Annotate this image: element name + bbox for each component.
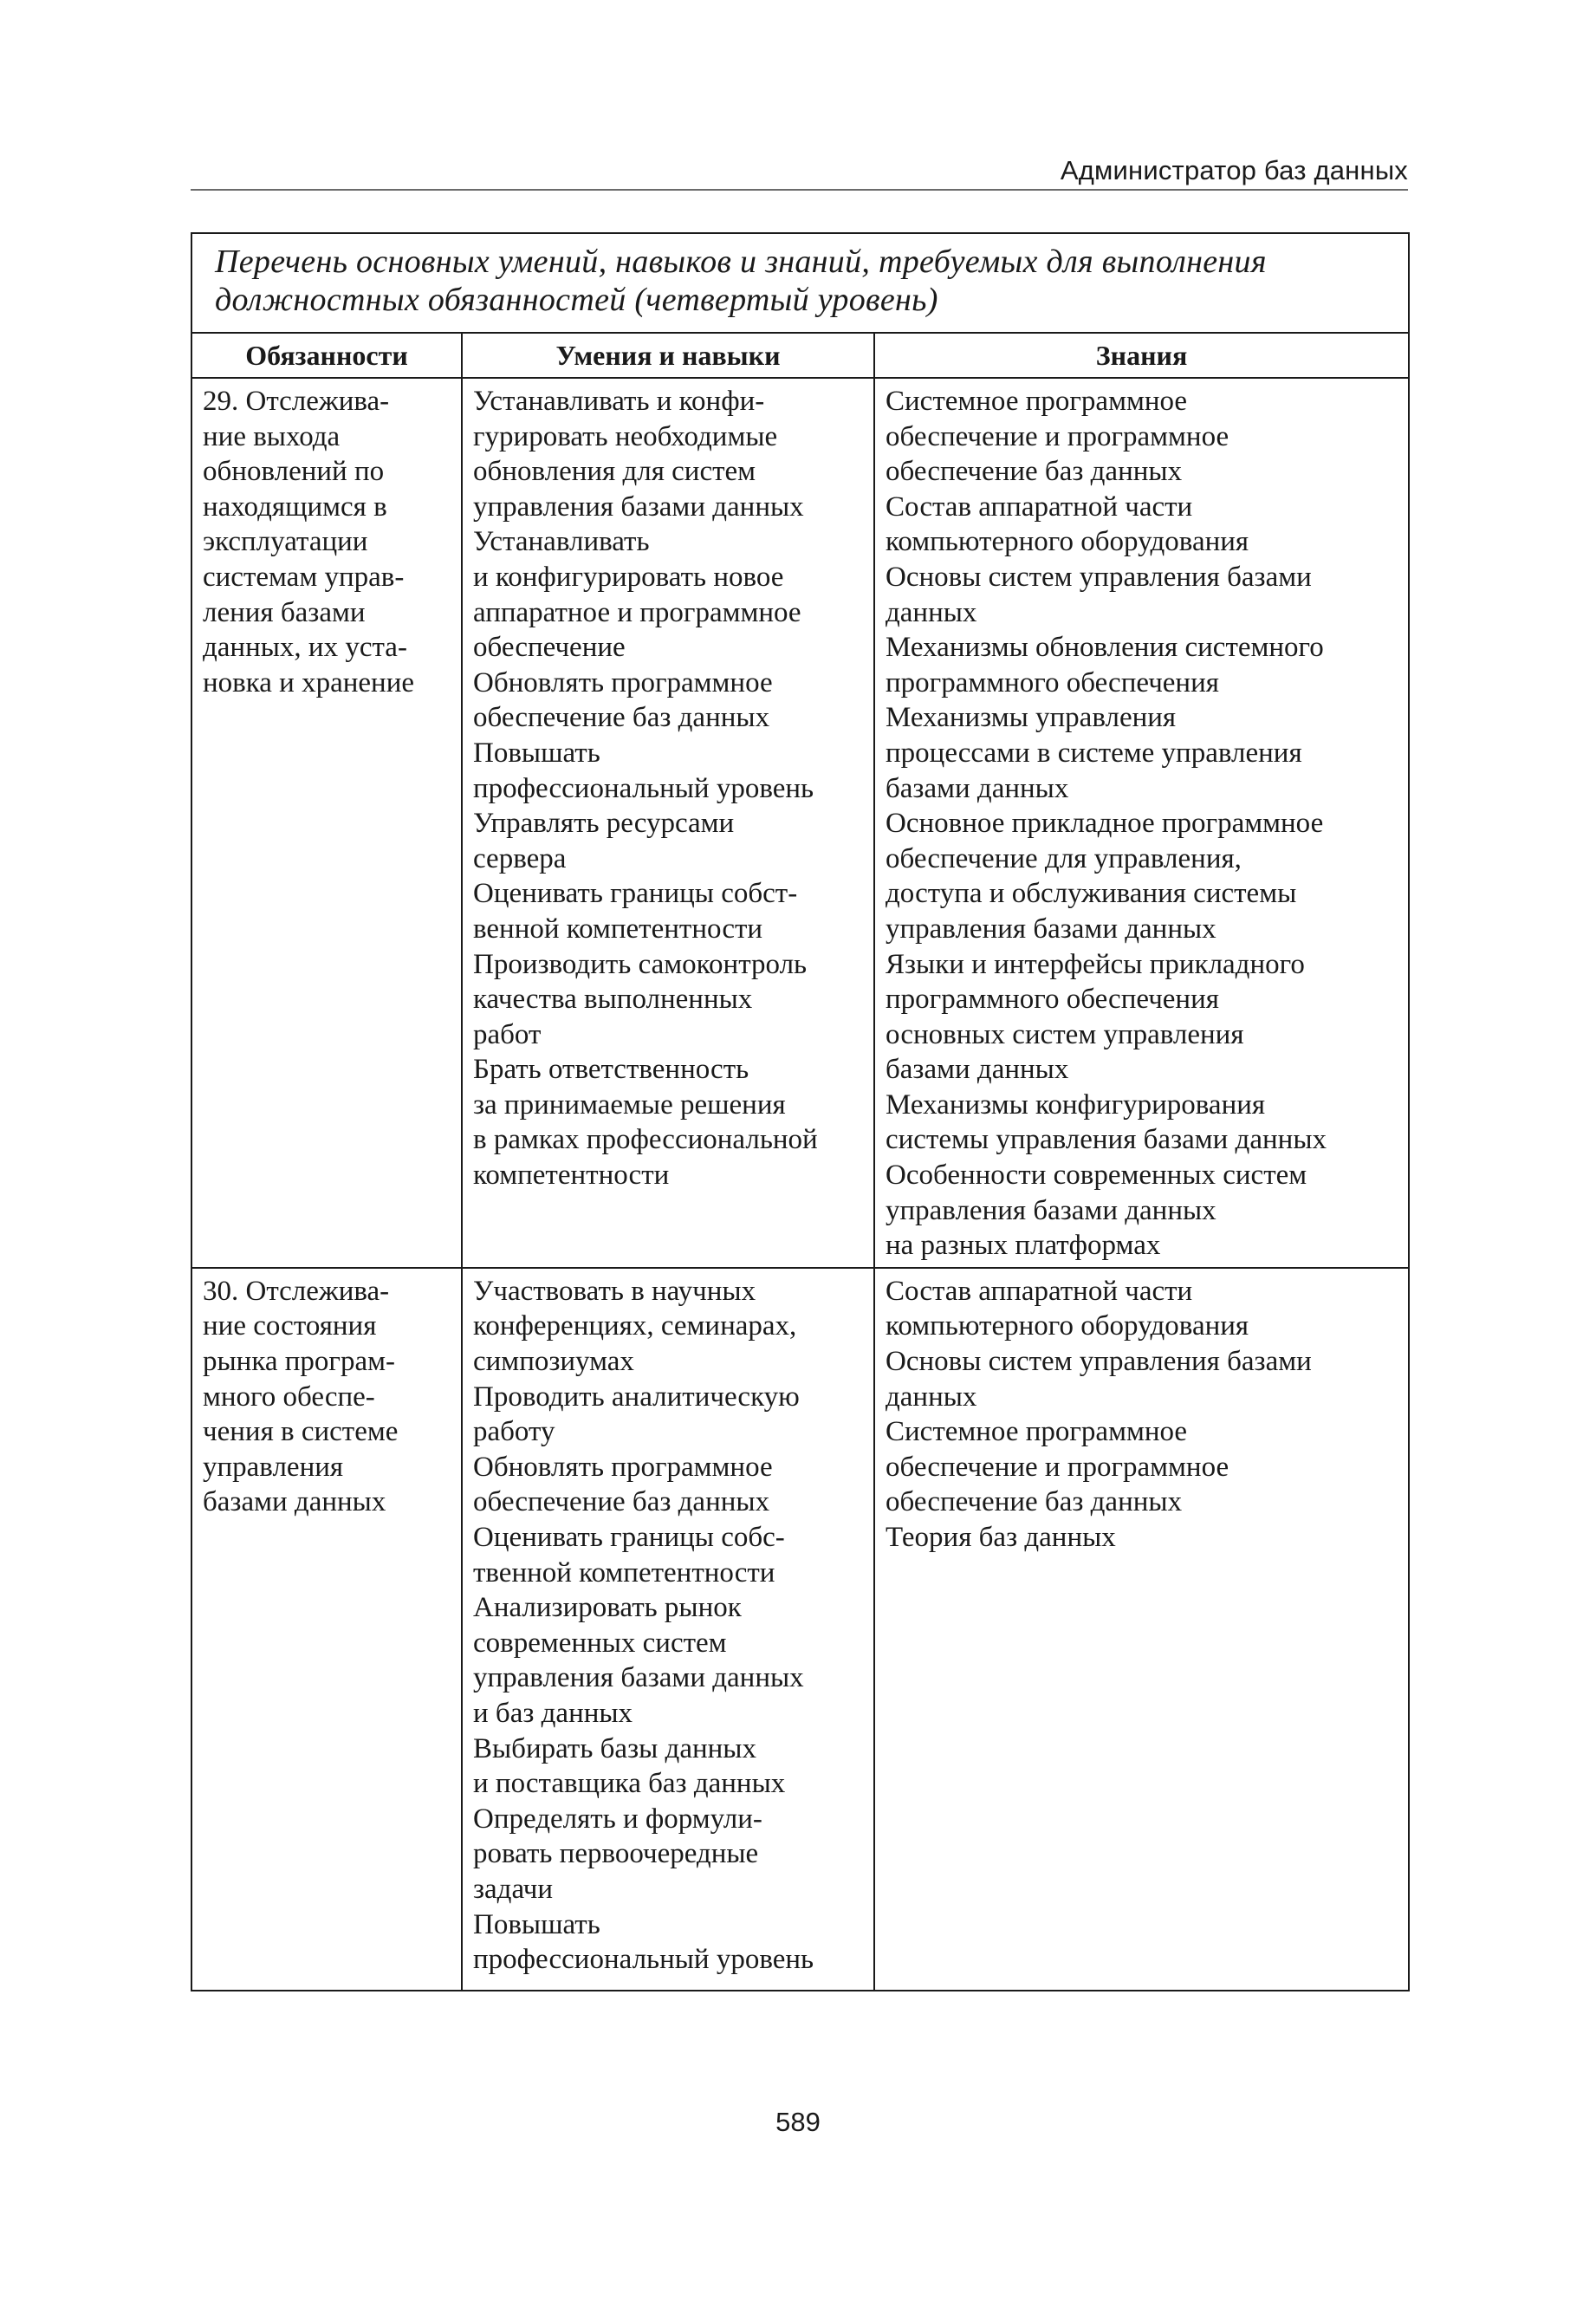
cell-line: современных систем xyxy=(473,1627,727,1659)
cell-line: Состав аппаратной части xyxy=(886,1275,1193,1307)
cell-line: Повышать xyxy=(473,737,600,769)
cell-line: работ xyxy=(473,1018,542,1050)
cell-line: ние состояния xyxy=(203,1310,377,1342)
cell-line: Основы систем управления базами xyxy=(886,561,1312,593)
cell-line: симпозиумах xyxy=(473,1346,634,1378)
cell-line: обновления для систем xyxy=(473,456,756,488)
cell-line: обеспечение баз данных xyxy=(473,1486,770,1518)
duty-cell xyxy=(191,378,462,1268)
duties-table xyxy=(191,232,1410,1991)
cell-line: 30. Отслежива- xyxy=(203,1275,390,1307)
cell-line: венной компетентности xyxy=(473,913,763,945)
cell-line: Системное программное xyxy=(886,386,1188,417)
cell-line: Устанавливать xyxy=(473,526,650,558)
cell-line: Состав аппаратной части xyxy=(886,491,1193,523)
header-rule xyxy=(191,189,1408,191)
cell-line: чения в системе xyxy=(203,1416,399,1448)
cell-line: Основное прикладное программное xyxy=(886,808,1324,840)
cell-line: Определять и формули- xyxy=(473,1803,762,1835)
duty-cell xyxy=(191,1268,462,1991)
cell-line: обеспечение баз данных xyxy=(473,702,770,734)
caption-line: Перечень основных умений, навыков и знаний, требуемых для выполнения xyxy=(215,244,1267,280)
table-row xyxy=(191,1268,1409,1991)
cell-line: профессиональный уровень xyxy=(473,1944,814,1976)
cell-line: Производить самоконтроль xyxy=(473,948,808,980)
cell-line: много обеспе- xyxy=(203,1381,375,1413)
cell-line: и конфигурировать новое xyxy=(473,561,784,593)
cell-line: системы управления базами данных xyxy=(886,1124,1327,1156)
caption-line: должностных обязанностей (четвертый уровень) xyxy=(215,282,938,318)
cell-line: ровать первоочередные xyxy=(473,1838,759,1870)
cell-line: обеспечение и программное xyxy=(886,420,1229,452)
cell-line: Обновлять программное xyxy=(473,1451,773,1483)
cell-line: на разных платформах xyxy=(886,1230,1161,1262)
cell-line: ления базами xyxy=(203,596,366,628)
cell-line: гурировать необходимые xyxy=(473,420,778,452)
cell-line: обеспечение xyxy=(473,632,626,664)
cell-line: базами данных xyxy=(886,772,1069,804)
cell-line: Управлять ресурсами xyxy=(473,808,735,840)
cell-line: данных xyxy=(886,596,977,628)
cell-line: программного обеспечения xyxy=(886,984,1219,1016)
cell-line: Теория баз данных xyxy=(886,1522,1116,1553)
cell-line: системам управ- xyxy=(203,561,405,593)
cell-line: компетентности xyxy=(473,1160,670,1192)
cell-line: в рамках профессиональной xyxy=(473,1124,818,1156)
cell-line: находящимся в xyxy=(203,491,387,523)
cell-line: ние выхода xyxy=(203,420,341,452)
cell-line: управления базами данных xyxy=(886,1194,1216,1226)
cell-line: Повышать xyxy=(473,1908,600,1940)
cell-line: профессиональный уровень xyxy=(473,772,814,804)
table-caption xyxy=(191,233,1409,333)
cell-line: задачи xyxy=(473,1873,554,1905)
cell-line: управления xyxy=(203,1451,344,1483)
cell-line: обеспечение баз данных xyxy=(886,1486,1183,1518)
cell-line: доступа и обслуживания системы xyxy=(886,878,1297,910)
cell-line: программного обеспечения xyxy=(886,666,1219,698)
cell-line: компьютерного оборудования xyxy=(886,1310,1249,1342)
cell-line: процессами в системе управления xyxy=(886,737,1302,769)
cell-line: сервера xyxy=(473,842,567,874)
cell-line: твенной компетентности xyxy=(473,1556,775,1589)
cell-line: Основы систем управления базами xyxy=(886,1346,1312,1378)
cell-line: Обновлять программное xyxy=(473,666,773,698)
cell-line: эксплуатации xyxy=(203,526,368,558)
cell-line: основных систем управления xyxy=(886,1018,1244,1050)
cell-line: обеспечение для управления, xyxy=(886,842,1242,874)
cell-line: Механизмы конфигурирования xyxy=(886,1088,1266,1121)
cell-line: обновлений по xyxy=(203,456,385,488)
cell-line: 29. Отслежива- xyxy=(203,386,390,417)
cell-line: Выбирать базы данных xyxy=(473,1732,756,1764)
cell-line: Устанавливать и конфи- xyxy=(473,386,765,417)
cell-line: Проводить аналитическую xyxy=(473,1381,800,1413)
cell-line: Системное программное xyxy=(886,1416,1188,1448)
table-row xyxy=(191,378,1409,1268)
cell-line: управления базами данных xyxy=(886,913,1216,945)
cell-line: Особенности современных систем xyxy=(886,1160,1307,1192)
knowledge-cell xyxy=(874,1268,1409,1991)
cell-line: работу xyxy=(473,1416,555,1448)
cell-line: Анализировать рынок xyxy=(473,1592,742,1624)
cell-line: данных xyxy=(886,1381,977,1413)
skills-cell xyxy=(462,378,874,1268)
cell-line: обеспечение и программное xyxy=(886,1451,1229,1483)
column-header-duties: Обязанности xyxy=(191,333,462,378)
cell-line: новка и хранение xyxy=(203,666,415,698)
cell-line: конференциях, семинарах, xyxy=(473,1310,797,1342)
cell-line: Оценивать границы собст- xyxy=(473,878,798,910)
cell-line: Механизмы управления xyxy=(886,702,1177,734)
cell-line: базами данных xyxy=(203,1486,386,1518)
cell-line: Брать ответственность xyxy=(473,1054,749,1086)
running-title: Администратор баз данных xyxy=(1060,155,1408,185)
cell-line: Языки и интерфейсы прикладного xyxy=(886,948,1305,980)
cell-line: базами данных xyxy=(886,1054,1069,1086)
column-header-skills: Умения и навыки xyxy=(462,333,874,378)
cell-line: управления базами данных xyxy=(473,1662,804,1694)
cell-line: Оценивать границы собс- xyxy=(473,1522,785,1553)
column-header-knowledge: Знания xyxy=(874,333,1409,378)
cell-line: управления базами данных xyxy=(473,491,804,523)
page-number: 589 xyxy=(775,2107,821,2137)
cell-line: и баз данных xyxy=(473,1697,633,1729)
cell-line: Участвовать в научных xyxy=(473,1275,756,1307)
cell-line: аппаратное и программное xyxy=(473,596,801,628)
cell-line: Механизмы обновления системного xyxy=(886,632,1324,664)
cell-line: данных, их уста- xyxy=(203,632,407,664)
cell-line: компьютерного оборудования xyxy=(886,526,1249,558)
cell-line: и поставщика баз данных xyxy=(473,1768,786,1800)
skills-cell xyxy=(462,1268,874,1991)
cell-line: за принимаемые решения xyxy=(473,1088,786,1121)
knowledge-cell xyxy=(874,378,1409,1268)
cell-line: рынка програм- xyxy=(203,1346,395,1378)
cell-line: обеспечение баз данных xyxy=(886,456,1183,488)
cell-line: качества выполненных xyxy=(473,984,753,1016)
